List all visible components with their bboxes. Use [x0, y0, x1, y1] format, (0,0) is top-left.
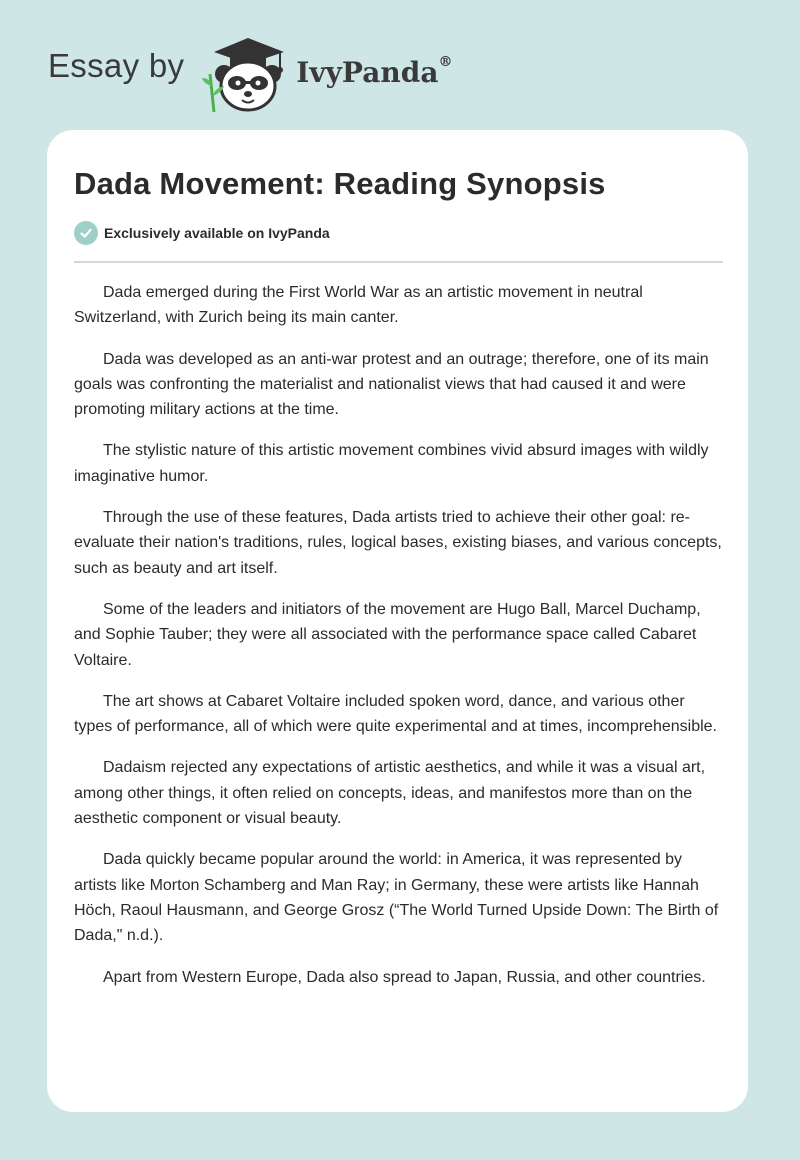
paragraph: Through the use of these features, Dada artists tried to achieve their other goal: re-evaluate their nation's traditions, rules, logical bases, existing biases, and various concepts, such as beauty and art itself.	[74, 509, 722, 577]
check-icon	[74, 221, 98, 245]
essay-card	[47, 130, 748, 1112]
availability-note	[74, 221, 330, 245]
paragraph: Dada quickly became popular around the world: in America, it was represented by artists like Morton Schamberg and Man Ray; in Germany, these were artists like Hannah Höch, Raoul Hausmann, and George Grosz (“The World Turned Upside Down: The Birth of Dada," n.d.).	[74, 851, 719, 945]
brand-name[interactable]	[296, 53, 453, 89]
panda-graduate-icon[interactable]	[202, 34, 292, 114]
divider	[74, 261, 723, 263]
availability-label: Exclusively available on IvyPanda	[104, 225, 330, 241]
paragraph: The stylistic nature of this artistic movement combines vivid absurd images with wildly imaginative humor.	[74, 442, 709, 485]
brand-name-text: IvyPanda	[296, 55, 439, 89]
paragraph: Dada emerged during the First World War as an artistic movement in neutral Switzerland, with Zurich being its main canter.	[74, 284, 643, 327]
paragraph: The art shows at Cabaret Voltaire included spoken word, dance, and various other types of performance, all of which were quite experimental and at times, incomprehensible.	[74, 692, 717, 736]
paragraph: Apart from Western Europe, Dada also spread to Japan, Russia, and other countries.	[103, 968, 706, 986]
paragraph: Dada was developed as an anti-war protest and an outrage; therefore, one of its main goals was confronting the materialist and nationalist views that had caused it and were promoting military actions at the time.	[74, 350, 709, 419]
page-title: Dada Movement: Reading Synopsis	[74, 166, 606, 201]
essay-body	[74, 280, 726, 1006]
essay-by-label: Essay by	[48, 47, 185, 84]
site-header	[48, 34, 452, 114]
registered-mark: ®	[438, 53, 453, 70]
paragraph: Some of the leaders and initiators of the movement are Hugo Ball, Marcel Duchamp, and Sophie Tauber; they were all associated with the performance space called Cabaret Voltaire.	[74, 600, 701, 669]
paragraph: Dadaism rejected any expectations of artistic aesthetics, and while it was a visual art, among other things, it often relied on concepts, ideas, and manifestos more than on the aesthetic component or visual beauty.	[74, 759, 706, 828]
